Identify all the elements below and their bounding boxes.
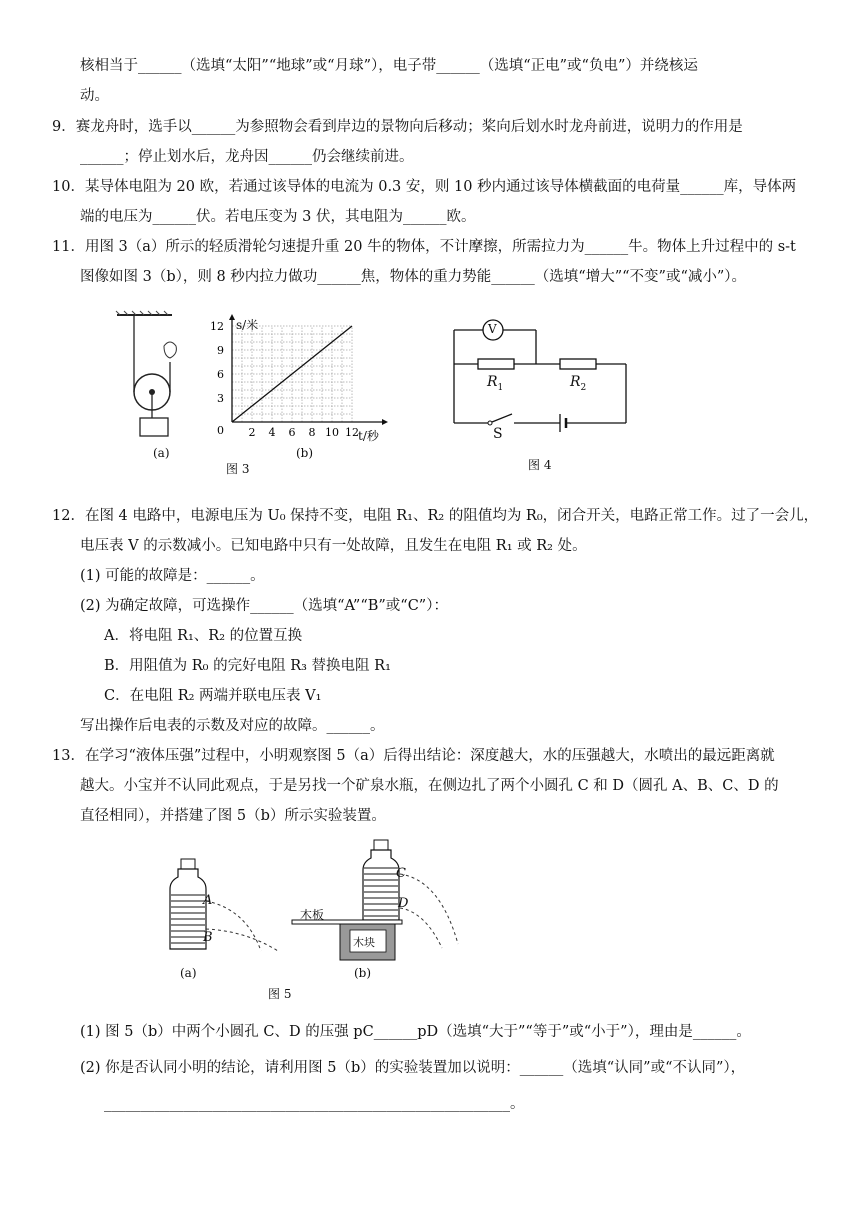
y-axis-label: s/米 (236, 318, 259, 332)
x-tick-label: 4 (268, 426, 276, 439)
fig4-caption: 图 4 (528, 458, 552, 472)
q12-line1: 12．在图 4 电路中，电源电压为 U₀ 保持不变，电阻 R₁、R₂ 的阻值均为 R₀，闭合开关，电路正常工作。过了一会儿， (52, 508, 819, 524)
q9-line2: ______；停止划水后，龙舟因______仍会继续前进。 (80, 149, 414, 165)
x-tick-label: 12 (345, 426, 359, 439)
q13-sub3: ________________________________________________________。 (104, 1096, 525, 1112)
y-tick-label: 12 (210, 320, 224, 333)
y-tick-label: 3 (217, 392, 224, 405)
hole-b-label: B (203, 930, 213, 945)
block-label: 木块 (353, 936, 375, 949)
fig3a-label: (a) (153, 446, 170, 460)
q8-line2: 动。 (80, 88, 109, 104)
fig3-caption: 图 3 (226, 462, 250, 476)
x-axis-label: t/秒 (358, 429, 379, 443)
board-label: 木板 (300, 908, 325, 922)
q11-line2: 图像如图 3（b），则 8 秒内拉力做功______焦，物体的重力势能______（选填“增大”“不变”或“减小”）。 (80, 269, 747, 285)
q8-line1: 核相当于______（选填“太阳”“地球”或“月球”），电子带______（选填“正电”或“负电”）并绕核运 (80, 58, 698, 74)
q13-sub1: (1) 图 5（b）中两个小圆孔 C、D 的压强 pC______pD（选填“大于”“等于”或“小于”），理由是______。 (80, 1024, 751, 1040)
q12-tail: 写出操作后电表的示数及对应的故障。______。 (80, 718, 385, 734)
q13-line3: 直径相同），并搭建了图 5（b）所示实验装置。 (80, 808, 386, 824)
switch-label: S (493, 426, 503, 442)
q12-option-a: A．将电阻 R₁、R₂ 的位置互换 (104, 628, 303, 644)
r2-label: $R_2$ (570, 374, 587, 393)
fig3b-label: (b) (296, 446, 314, 460)
y-tick-label: 6 (217, 368, 224, 381)
origin-label: 0 (217, 424, 224, 437)
q13-sub2: (2) 你是否认同小明的结论，请利用图 5（b）的实验装置加以说明：______（选填“认同”或“不认同”）， (80, 1060, 746, 1076)
pulley-diagram (112, 310, 182, 440)
fig5-caption: 图 5 (268, 987, 292, 1001)
x-tick-label: 10 (325, 426, 339, 439)
hole-c-label: C (396, 866, 406, 881)
hole-d-label: D (398, 896, 409, 911)
q9-line1: 9．赛龙舟时，选手以______为参照物会看到岸边的景物向后移动；桨向后划水时龙舟前进，说明力的作用是 (52, 119, 743, 135)
bottle-a-diagram (166, 855, 306, 960)
q10-line2: 端的电压为______伏。若电压变为 3 伏，其电阻为______欧。 (80, 209, 476, 225)
q13-line1: 13．在学习“液体压强”过程中，小明观察图 5（a）后得出结论：深度越大，水的压强越大，水喷出的最远距离就 (52, 748, 775, 764)
q12-option-b: B．用阻值为 R₀ 的完好电阻 R₃ 替换电阻 R₁ (104, 658, 391, 674)
voltmeter-label: V (488, 322, 497, 336)
hole-a-label: A (203, 893, 213, 908)
fig5a-label: (a) (180, 966, 197, 980)
q10-line1: 10．某导体电阻为 20 欧，若通过该导体的电流为 0.3 安，则 10 秒内通过该导体横截面的电荷量______库，导体两 (52, 179, 797, 195)
q13-line2: 越大。小宝并不认同此观点，于是另找一个矿泉水瓶，在侧边扎了两个小圆孔 C 和 D（圆孔 A、B、C、D 的 (80, 778, 779, 794)
bottle-b-diagram (290, 838, 470, 963)
r1-label: $R_1$ (487, 374, 504, 393)
x-tick-label: 2 (248, 426, 256, 439)
q12-sub1: (1) 可能的故障是：______。 (80, 568, 265, 584)
y-tick-label: 9 (217, 344, 224, 357)
x-tick-label: 8 (308, 426, 316, 439)
q12-line2: 电压表 V 的示数减小。已知电路中只有一处故障，且发生在电阻 R₁ 或 R₂ 处。 (80, 538, 587, 554)
fig5b-label: (b) (354, 966, 372, 980)
q12-option-c: C．在电阻 R₂ 两端并联电压表 V₁ (104, 688, 322, 704)
circuit-diagram (448, 318, 638, 438)
q12-sub2: (2) 为确定故障，可选操作______（选填“A”“B”或“C”）： (80, 598, 448, 614)
q11-line1: 11．用图 3（a）所示的轻质滑轮匀速提升重 20 牛的物体，不计摩擦，所需拉力为______牛。物体上升过程中的 s-t (52, 239, 796, 255)
x-tick-label: 6 (288, 426, 296, 439)
